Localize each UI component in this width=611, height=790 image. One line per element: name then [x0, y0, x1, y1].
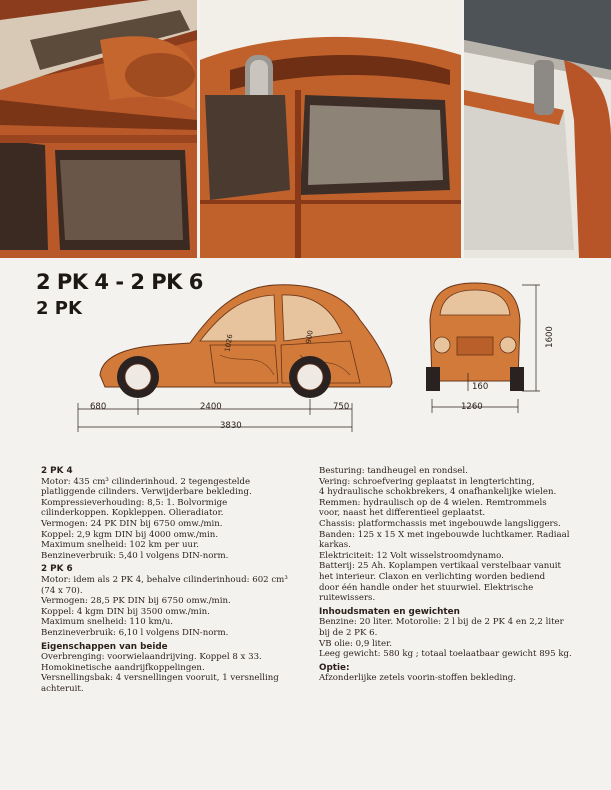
pk6-line: Maximum snelheid: 110 km/u.	[41, 617, 174, 628]
pk4-line: Motor: 435 cm³ cilinderinhoud. 2 tegengestelde	[41, 476, 251, 487]
tech-line: voor, naast het differentieel geplaatst.	[319, 508, 486, 519]
dim-height: 1600	[544, 326, 555, 348]
tech-line: Batterij: 25 Ah. Koplampen vertikaal verstelbaar vanuit	[319, 561, 561, 572]
pk6-line: Koppel: 4 kgm DIN bij 3500 omw./min.	[41, 606, 210, 617]
common-line: Homokinetische aandrijfkoppelingen.	[41, 662, 205, 673]
weights-line: Benzine: 20 liter. Motorolie: 2 l bij de 2 PK 4 en 2,2 liter	[319, 617, 564, 628]
pk6-line: Benzineverbruik: 6,10 l volgens DIN-norm.	[41, 627, 229, 638]
common-line: Versnellingsbak: 4 versnellingen vooruit, 1 versnelling	[41, 673, 279, 684]
dim-front-overhang: 680	[90, 402, 107, 412]
tech-line: door één handle onder het stuurwiel. Elektrische	[319, 582, 534, 593]
dim-length: 3830	[220, 421, 242, 431]
dim-wheelbase: 2400	[200, 402, 222, 412]
car-side-and-front-views	[60, 275, 580, 445]
tech-line: ruitewissers.	[319, 593, 376, 604]
pk4-line: Koppel: 2,9 kgm DIN bij 4000 omw./min.	[41, 529, 219, 540]
pk4-line: Kompressieverhouding: 8,5: 1. Bolvormige	[41, 497, 228, 508]
tech-line: Remmen: hydraulisch op de 4 wielen. Remtrommels	[319, 497, 547, 508]
dim-rear-overhang: 750	[333, 402, 350, 412]
tech-line: Besturing: tandheugel en rondsel.	[319, 466, 468, 476]
tech-line: Chassis: platformchassis met ingebouwde langsliggers.	[319, 518, 561, 529]
weights-line: bij de 2 PK 6.	[319, 627, 378, 638]
optic-line: Afzonderlijke zetels voorin-stoffen bekleding.	[319, 673, 517, 684]
pk6-line: Vermogen: 28,5 PK DIN bij 6750 omw./min.	[41, 596, 231, 607]
pk4-line: cilinderkoppen. Kopkleppen. Olieradiator.	[41, 508, 224, 519]
weights-line: VB olie: 0,9 liter.	[319, 638, 392, 649]
page-subtitle: 2 PK	[36, 298, 82, 319]
tech-line: Vering: schroefvering geplaatst in lengterichting,	[319, 476, 535, 487]
common-title: Eigenschappen van beide	[41, 641, 168, 652]
optic-title: Optie:	[319, 662, 350, 673]
weights-line: Leeg gewicht: 580 kg ; totaal toelaatbaar gewicht 895 kg.	[319, 649, 572, 660]
tech-line: 4 hydraulische schokbrekers, 4 onafhankelijke wielen.	[319, 487, 557, 498]
dim-door-height: 1026	[223, 333, 235, 353]
pk6-line: (74 x 70).	[41, 585, 83, 596]
weights-title: Inhoudsmaten en gewichten	[319, 606, 460, 617]
tech-line: het interieur. Claxon en verlichting worden bediend	[319, 571, 546, 582]
tech-line: Elektriciteit: 12 Volt wisselstroomdynamo.	[319, 550, 504, 561]
tech-line: Banden: 125 x 15 X met ingebouwde luchtkamer. Radiaal	[319, 529, 570, 540]
common-line: achteruit.	[41, 683, 84, 694]
pk6-title: 2 PK 6	[41, 564, 73, 575]
common-line: Overbrenging: voorwielaandrijving. Koppel 8 x 33.	[41, 652, 262, 663]
pk6-line: Motor: idem als 2 PK 4, behalve cilinderinhoud: 602 cm³	[41, 574, 288, 585]
tech-line: karkas.	[319, 540, 351, 551]
pk4-line: Maximum snelheid: 102 km per uur.	[41, 540, 199, 551]
dim-ground-clearance: 160	[472, 382, 489, 392]
photo-rolled-roof	[0, 0, 197, 258]
pk4-title: 2 PK 4	[41, 466, 73, 476]
photo-hood-detail	[464, 0, 611, 258]
technical-drawing	[60, 275, 580, 445]
photo-roof-hood-side	[200, 0, 461, 258]
dim-side-height: 900	[304, 329, 315, 345]
spec-column-left	[41, 466, 303, 694]
pk4-line: platliggende cilinders. Verwijderbare bekleding.	[41, 487, 252, 498]
pk4-line: Benzineverbruik: 5,40 l volgens DIN-norm.	[41, 550, 229, 561]
page-title: 2 PK 4 - 2 PK 6	[36, 270, 203, 294]
dim-track: 1260	[461, 402, 483, 412]
spec-column-right	[319, 466, 587, 684]
pk4-line: Vermogen: 24 PK DIN bij 6750 omw./min.	[41, 518, 223, 529]
